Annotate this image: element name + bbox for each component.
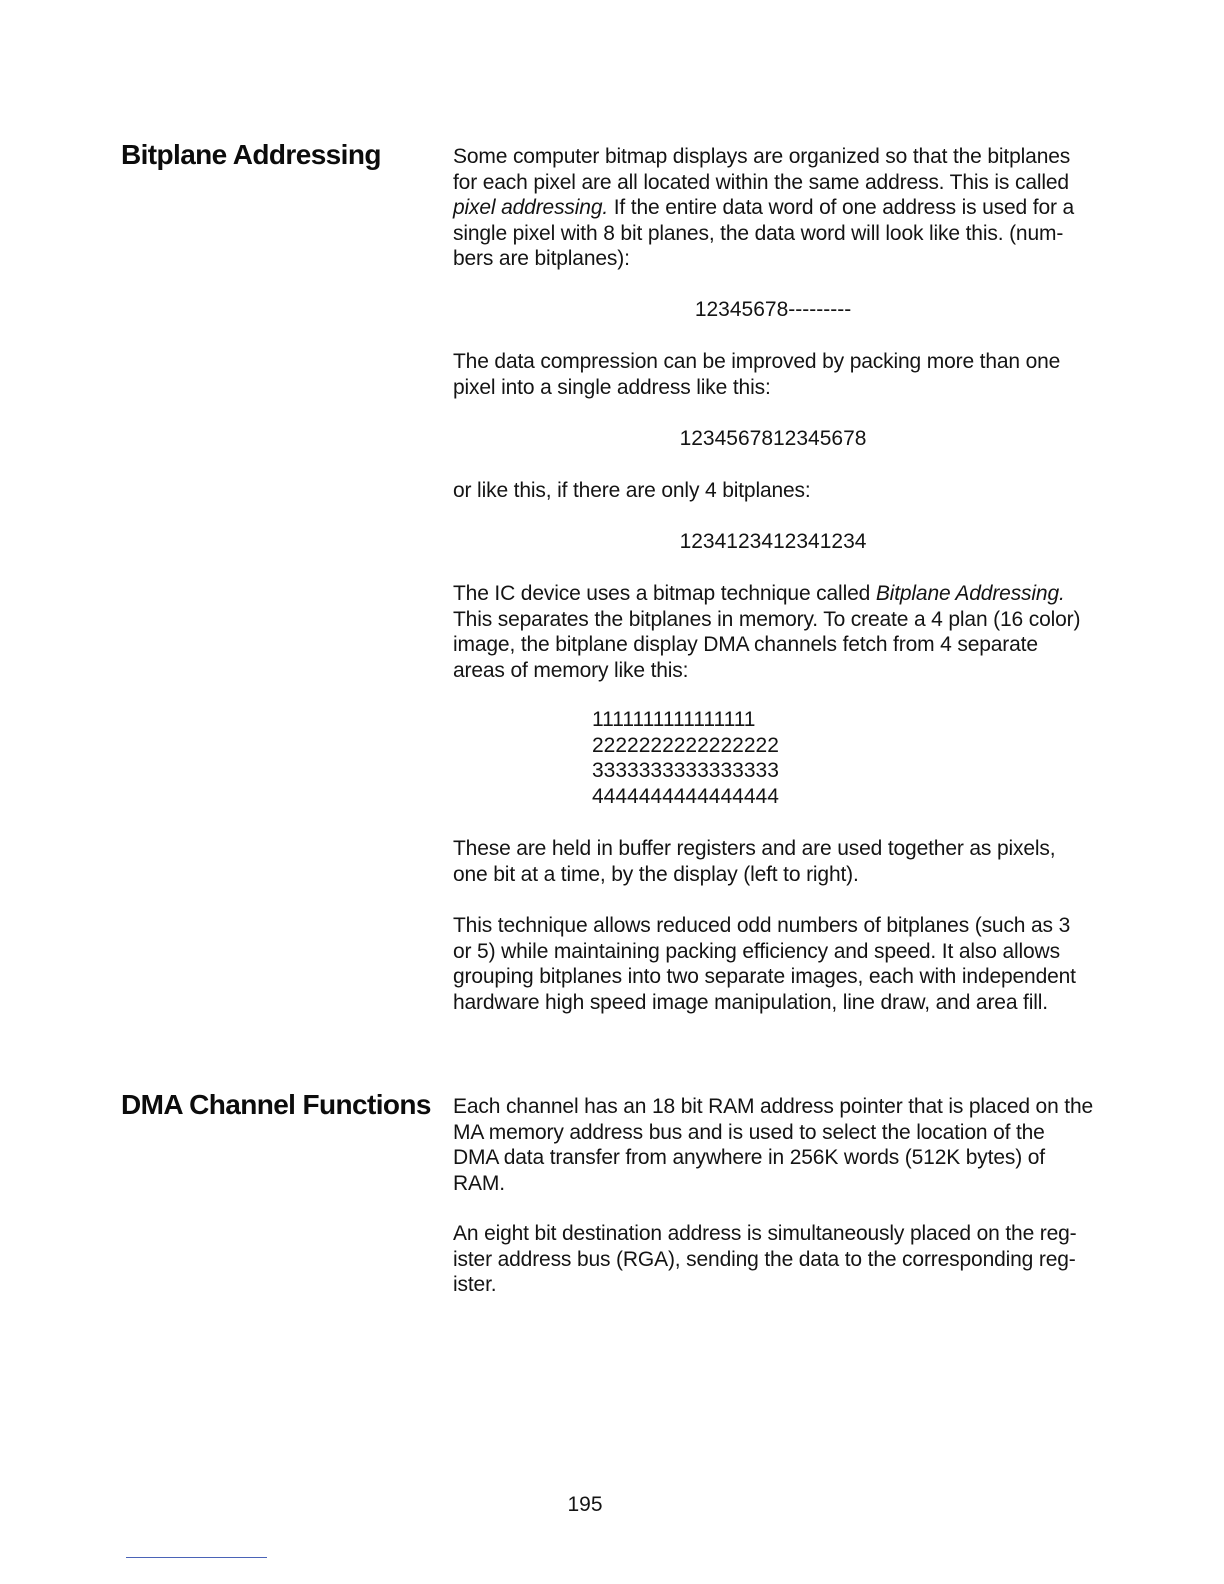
section-heading-bitplane-addressing: Bitplane Addressing [121, 139, 381, 170]
section-heading-dma-channel-functions: DMA Channel Functions [121, 1089, 431, 1120]
paragraph-pixel-addressing: Some computer bitmap displays are organized so that the bitplanes for each pixel are all located within the same address. This is called pixel addressing. If the entire data word of one address is used for a single pixel with 8 bit planes, the data word will look like this. (num- bers are bitplanes): [453, 145, 1075, 271]
matrix-row: 3333333333333333 [592, 759, 779, 783]
paragraph-destination-address: An eight bit destination address is simultaneously placed on the reg- ister address bus (RGA), sending the data to the corresponding reg- ister. [453, 1222, 1077, 1297]
paragraph-four-bitplanes: or like this, if there are only 4 bitplanes: [453, 479, 811, 502]
paragraph-bitplane-technique: The IC device uses a bitmap technique called Bitplane Addressing. This separates the bitplanes in memory. To create a 4 plan (16 color) image, the bitplane display DMA channels fetch from 4 separate areas of memory like this: [453, 582, 1081, 682]
example-pixel-word: 12345678--------- [694, 298, 852, 321]
paragraph-technique-benefits: This technique allows reduced odd numbers of bitplanes (such as 3 or 5) while maintaining packing efficiency and speed. It also allows grouping bitplanes into two separate images, each with independent hardware high speed image manipulation, line draw, and area fill. [453, 914, 1076, 1014]
matrix-row: 1111111111111111 [592, 708, 756, 731]
paragraph-data-compression: The data compression can be improved by packing more than one pixel into a single address like this: [453, 350, 1061, 399]
paragraph-buffer-registers: These are held in buffer registers and are used together as pixels, one bit at a time, by the display (left to right). [453, 837, 1056, 886]
bitplane-memory-matrix [592, 707, 779, 809]
page-number: 195 [567, 1493, 603, 1516]
footnote-rule [126, 1557, 267, 1558]
paragraph-address-pointer: Each channel has an 18 bit RAM address pointer that is placed on the MA memory address bus and is used to select the location of the DMA data transfer from anywhere in 256K words (512K bytes) of RAM. [453, 1095, 1094, 1195]
example-packed-word: 1234567812345678 [679, 427, 867, 450]
matrix-row: 2222222222222222 [592, 733, 779, 757]
matrix-row: 4444444444444444 [592, 784, 779, 808]
example-four-bitplane-word: 1234123412341234 [679, 530, 867, 553]
